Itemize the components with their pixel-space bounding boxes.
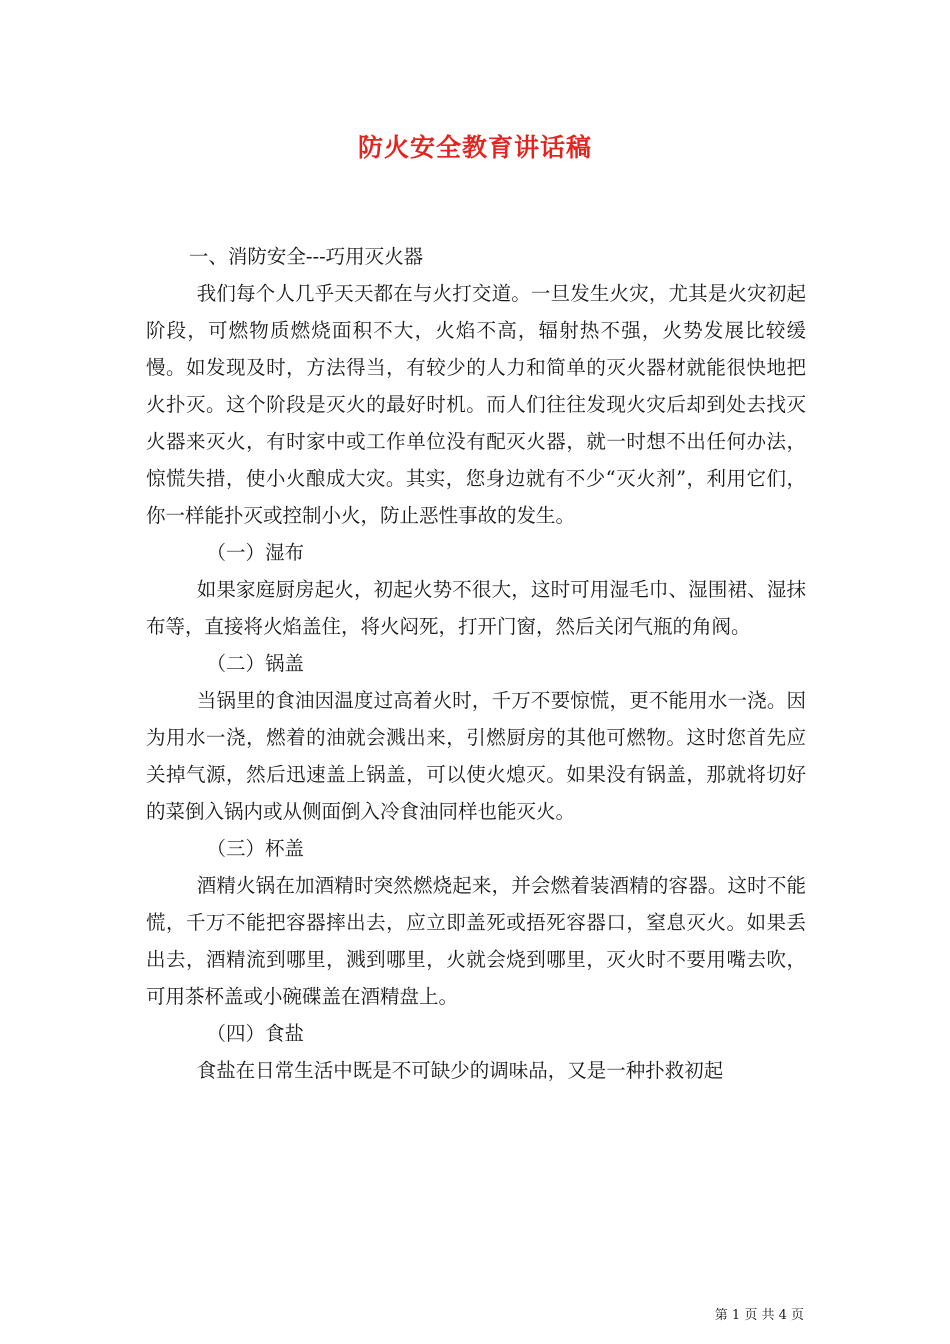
- subsection-heading: （三）杯盖: [206, 837, 304, 860]
- document-title: 防火安全教育讲话稿: [357, 133, 592, 162]
- document-body: [146, 238, 806, 1089]
- body-paragraph: 我们每个人几乎天天都在与火打交道。一旦发生火灾，尤其是火灾初起阶段，可燃物质燃烧面积不大，火焰不高，辐射热不强，火势发展比较缓慢。如发现及时，方法得当，有较少的人力和简单的灭火器材就能很快地把火扑灭。这个阶段是灭火的最好时机。而人们往往发现火灾后却到处去找灭火器来灭火，有时家中或工作单位没有配灭火器，就一时想不出任何办法，惊慌失措，使小火酿成大灾。其实，您身边就有不少“灭火剂”，利用它们，你一样能扑灭或控制小火，防止恶性事故的发生。: [146, 282, 806, 527]
- subsection-heading: （二）锅盖: [206, 652, 304, 675]
- subsection-heading: （四）食盐: [206, 1022, 304, 1045]
- body-paragraph: 食盐在日常生活中既是不可缺少的调味品，又是一种扑救初起: [196, 1059, 724, 1082]
- body-paragraph: 如果家庭厨房起火，初起火势不很大，这时可用湿毛巾、湿围裙、湿抹布等，直接将火焰盖住，将火闷死，打开门窗，然后关闭气瓶的角阀。: [146, 578, 806, 638]
- body-paragraph: 酒精火锅在加酒精时突然燃烧起来，并会燃着装酒精的容器。这时不能慌，千万不能把容器摔出去，应立即盖死或捂死容器口，窒息灭火。如果丢出去，酒精流到哪里，溅到哪里，火就会烧到哪里，灭火时不要用嘴去吹，可用茶杯盖或小碗碟盖在酒精盘上。: [146, 874, 806, 1008]
- section-heading: 一、消防安全---巧用灭火器: [188, 245, 424, 268]
- page-number-footer: 第 1 页 共 4 页: [714, 1308, 804, 1323]
- subsection-heading: （一）湿布: [206, 541, 304, 564]
- body-paragraph: 当锅里的食油因温度过高着火时，千万不要惊慌，更不能用水一浇。因为用水一浇，燃着的油就会溅出来，引燃厨房的其他可燃物。这时您首先应关掉气源，然后迅速盖上锅盖，可以使火熄灭。如果没有锅盖，那就将切好的菜倒入锅内或从侧面倒入冷食油同样也能灭火。: [146, 689, 806, 823]
